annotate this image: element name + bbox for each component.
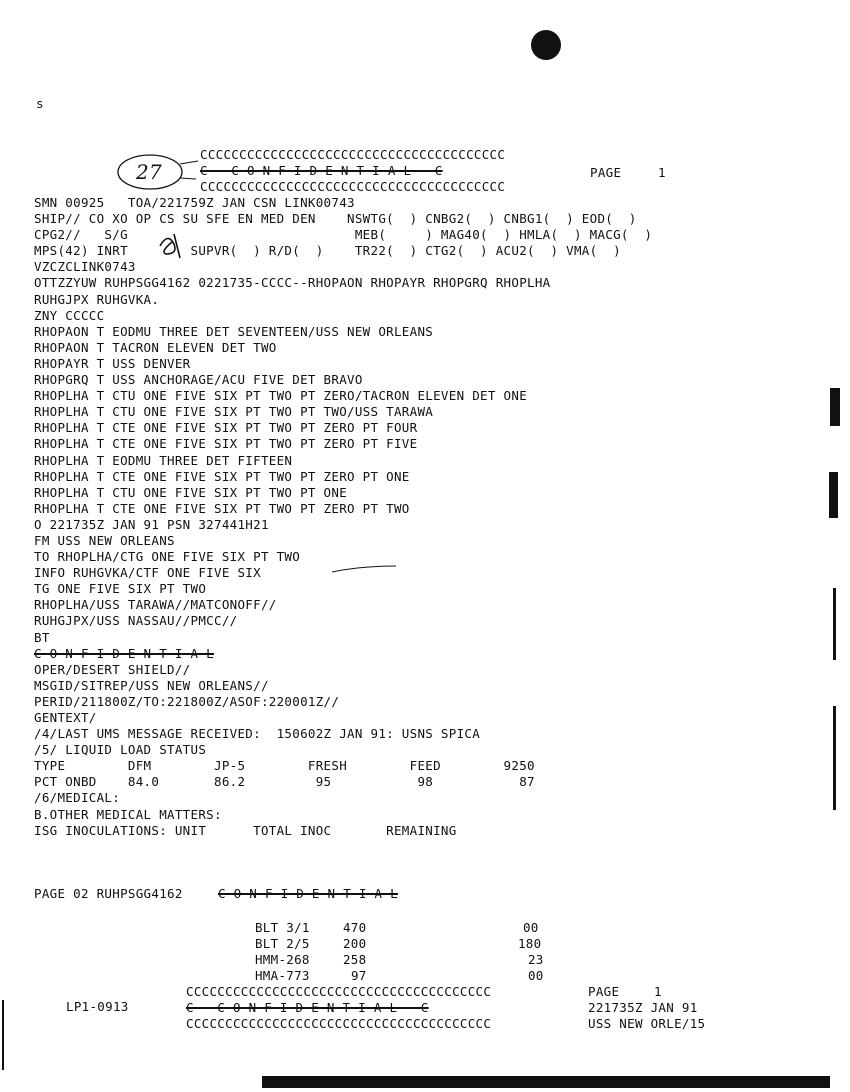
- remaining-cell: 23: [527, 952, 544, 968]
- footer-ship-line: USS NEW ORLE/15: [588, 1016, 706, 1031]
- message-line: /6/MEDICAL:: [34, 790, 121, 806]
- message-line: OPER/DESERT SHIELD//: [34, 661, 191, 677]
- message-line: CPG2// S/G MEB( ) MAG40( ) HMLA( ) MACG( ): [34, 227, 653, 243]
- footer-c-row-bottom: CCCCCCCCCCCCCCCCCCCCCCCCCCCCCCCCCCCCCCC: [186, 1016, 492, 1031]
- scan-edge-bar: [830, 388, 840, 426]
- unit-cell: HMA-773: [254, 968, 310, 984]
- page-number: 1: [658, 165, 666, 180]
- total-cell: 97: [350, 968, 367, 984]
- footer-c-row-top: CCCCCCCCCCCCCCCCCCCCCCCCCCCCCCCCCCCCCCC: [186, 984, 492, 999]
- handwritten-number: 27: [136, 160, 163, 184]
- message-line: RHOPLHA T CTE ONE FIVE SIX PT TWO PT ZERO PT ONE: [34, 468, 410, 484]
- scan-edge-bar: [833, 706, 836, 810]
- message-line: /5/ LIQUID LOAD STATUS: [34, 742, 207, 758]
- message-line: GENTEXT/: [34, 710, 97, 725]
- message-line: SMN 00925 TOA/221759Z JAN CSN LINK00743: [34, 195, 355, 210]
- message-line: BT: [34, 629, 50, 645]
- punch-hole-mark: [531, 30, 561, 60]
- routing-lines: [34, 195, 652, 839]
- message-line: RHOPLHA T CTE ONE FIVE SIX PT TWO PT ZERO PT FIVE: [34, 436, 418, 452]
- footer-dtg: 221735Z JAN 91: [588, 1000, 698, 1015]
- unit-cell: BLT 2/5: [254, 936, 310, 952]
- handwritten-initials: [150, 226, 190, 262]
- footer-page-number: 1: [654, 984, 662, 999]
- margin-mark: s: [36, 96, 44, 111]
- total-cell: 470: [342, 920, 367, 936]
- message-line: PCT ONBD 84.0 86.2 95 98 87: [34, 774, 535, 790]
- message-line: RUHGJPX RUHGVKA.: [34, 291, 160, 307]
- c-row-bottom: CCCCCCCCCCCCCCCCCCCCCCCCCCCCCCCCCCCCCCC: [200, 179, 506, 194]
- message-line: ISG INOCULATIONS: UNIT TOTAL INOC REMAINING: [34, 822, 457, 838]
- message-line: INFO RUHGVKA/CTF ONE FIVE SIX: [34, 565, 261, 581]
- message-line: FM USS NEW ORLEANS: [34, 532, 175, 548]
- message-line: TG ONE FIVE SIX PT TWO: [34, 581, 207, 597]
- message-line: RHOPLHA/USS TARAWA//MATCONOFF//: [34, 597, 277, 613]
- message-line: RHOPLHA T CTU ONE FIVE SIX PT TWO PT TWO/USS TARAWA: [34, 404, 434, 420]
- scan-left-line: [2, 1000, 4, 1070]
- total-cell: 200: [342, 936, 367, 952]
- message-line: RHOPAON T EODMU THREE DET SEVENTEEN/USS NEW ORLEANS: [34, 323, 434, 339]
- confidential-banner: C C O N F I D E N T I A L C: [200, 163, 443, 178]
- message-line: RHOPAYR T USS DENVER: [34, 355, 191, 371]
- message-line: RHOPLHA T CTE ONE FIVE SIX PT TWO PT ZERO PT TWO: [34, 500, 410, 516]
- message-line: PERID/211800Z/TO:221800Z/ASOF:220001Z//: [34, 693, 340, 709]
- message-line: OTTZZYUW RUHPSGG4162 0221735-CCCC--RHOPAON RHOPAYR RHOPGRQ RHOPLHA: [34, 275, 551, 291]
- total-cell: 258: [342, 952, 367, 968]
- message-line: /4/LAST UMS MESSAGE RECEIVED: 150602Z JAN 91: USNS SPICA: [34, 726, 481, 742]
- footer-page-label: PAGE: [588, 984, 620, 999]
- message-line: ZNY CCCCC: [34, 307, 105, 323]
- lp-id: LP1-0913: [66, 999, 129, 1014]
- scan-bottom-bar: [262, 1076, 830, 1088]
- message-line: VZCZCLINK0743: [34, 259, 136, 275]
- page-label: PAGE: [590, 165, 622, 180]
- message-line: C O N F I D E N T I A L: [34, 645, 214, 661]
- message-body: [34, 195, 652, 839]
- message-line: TO RHOPLHA/CTG ONE FIVE SIX PT TWO: [34, 549, 301, 565]
- remaining-cell: 180: [517, 936, 542, 952]
- handwritten-circle: [110, 152, 200, 192]
- c-row-top: CCCCCCCCCCCCCCCCCCCCCCCCCCCCCCCCCCCCCCC: [200, 147, 506, 162]
- message-line: SHIP// CO XO OP CS SU SFE EN MED DEN NSWTG( ) CNBG2( ) CNBG1( ) EOD( ): [34, 211, 637, 227]
- page2-confidential-banner: C O N F I D E N T I A L: [218, 886, 398, 901]
- unit-cell: HMM-268: [254, 952, 310, 968]
- message-line: MPS(42) INRT SUPVR( ) R/D( ) TR22( ) CTG2( ) ACU2( ) VMA( ): [34, 243, 621, 259]
- handwritten-dash: [330, 562, 400, 576]
- remaining-cell: 00: [527, 968, 544, 984]
- message-line: TYPE DFM JP-5 FRESH FEED 9250: [34, 758, 535, 774]
- message-line: MSGID/SITREP/USS NEW ORLEANS//: [34, 677, 269, 693]
- message-line: RHOPLHA T EODMU THREE DET FIFTEEN: [34, 452, 293, 468]
- scan-edge-bar: [833, 588, 836, 660]
- message-line: RHOPGRQ T USS ANCHORAGE/ACU FIVE DET BRAVO: [34, 372, 363, 388]
- message-line: B.OTHER MEDICAL MATTERS:: [34, 806, 222, 822]
- page2-header: PAGE 02 RUHPSGG4162: [34, 886, 183, 901]
- footer-confidential-banner: C C O N F I D E N T I A L C: [186, 1000, 429, 1015]
- scan-edge-bar: [829, 472, 838, 518]
- message-line: RHOPAON T TACRON ELEVEN DET TWO: [34, 339, 277, 355]
- message-line: RUHGJPX/USS NASSAU//PMCC//: [34, 613, 238, 629]
- remaining-cell: 00: [522, 920, 539, 936]
- message-line: RHOPLHA T CTE ONE FIVE SIX PT TWO PT ZERO PT FOUR: [34, 420, 418, 436]
- unit-cell: BLT 3/1: [254, 920, 310, 936]
- message-line: O 221735Z JAN 91 PSN 327441H21: [34, 516, 269, 532]
- message-line: RHOPLHA T CTU ONE FIVE SIX PT TWO PT ZERO/TACRON ELEVEN DET ONE: [34, 388, 528, 404]
- message-line: RHOPLHA T CTU ONE FIVE SIX PT TWO PT ONE: [34, 484, 348, 500]
